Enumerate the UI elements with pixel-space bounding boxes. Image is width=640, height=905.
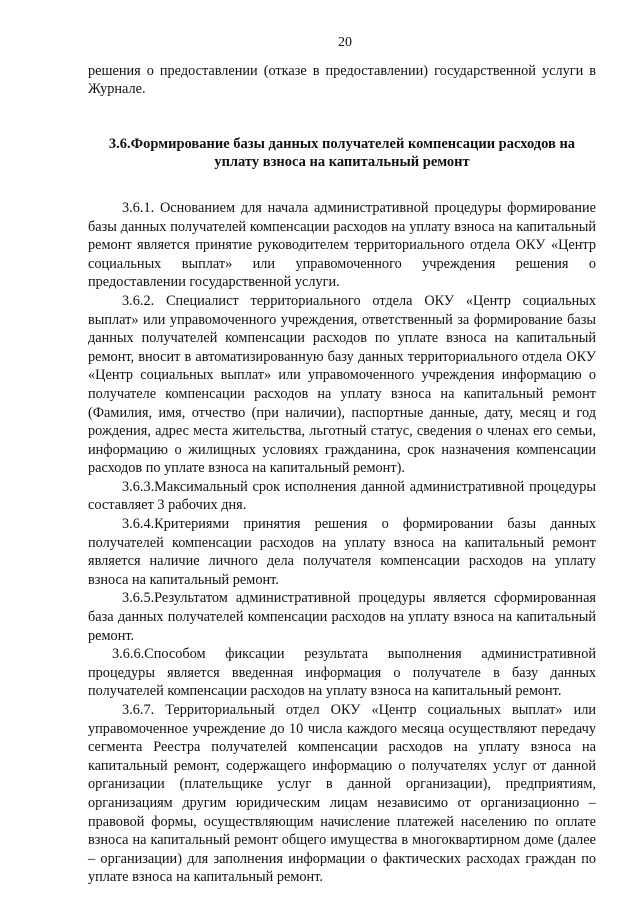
paragraph-3-6-6: 3.6.6.Способом фиксации результата выполнения административной процедуры является введенная информация о получателе в базу данных получателей компенсации расходов на уплату взноса на капитальный ремонт. — [88, 646, 596, 700]
paragraph-3-6-7: 3.6.7. Территориальный отдел ОКУ «Центр социальных выплат» или управомоченное учреждение до 10 числа каждого месяца осуществляют передачу сегмента Реестра получателей компенсации расходов на уплату взноса на капитальный ремонт, содержащего информацию о получателях услуг от данной организации (плательщике услуг в данной организации), предприятиям, организациям другим юридическим лицам независимо от организационно – правовой формы, осуществляющим начисление платежей населению по оплате взноса на капитальный ремонт общего имущества в многоквартирном доме (далее – организации) для заполнения информации о фактических расходах граждан по уплате взноса на капитальный ремонт. — [88, 702, 596, 886]
document-page — [88, 34, 596, 887]
paragraph-3-6-5: 3.6.5.Результатом административной процедуры является сформированная база данных получателей компенсации расходов на уплату взноса на капитальный ремонт. — [88, 590, 596, 644]
page-number: 20 — [338, 35, 352, 50]
paragraph-3-6-3: 3.6.3.Максимальный срок исполнения данной административной процедуры составляет 3 рабочих дня. — [88, 478, 596, 514]
paragraph-3-6-2: 3.6.2. Специалист территориального отдела ОКУ «Центр социальных выплат» или управомоченного учреждения, ответственный за формирование базы данных получателей компенсации расходов по уплате взноса на капитальный ремонт, вносит в автоматизированную базу данных территориального отдела ОКУ «Центр социальных выплат» или управомоченного учреждения информацию о получателе компенсации расходов на уплату взноса на капитальный ремонт (Фамилия, имя, отчество (при наличии), паспортные данные, дату, месяц и год рождения, адрес места жительства, льготный статус, сведения о членах его семьи, информацию о жилищных условиях гражданина, срок назначения компенсации расходов по уплате взноса на капитальный ремонт). — [88, 292, 596, 477]
paragraph-3-6-4: 3.6.4.Критериями принятия решения о формировании базы данных получателей компенсации расходов на уплату взноса на капитальный ремонт является наличие личного дела получателя компенсации расходов на уплату взноса на капитальный ремонт. — [88, 516, 596, 588]
section-heading: 3.6.Формирование базы данных получателей компенсации расходов на уплату взноса на капитальный ремонт — [108, 135, 576, 171]
intro-paragraph: решения о предоставлении (отказе в предоставлении) государственной услуги в Журнале. — [88, 62, 596, 98]
paragraph-3-6-1: 3.6.1. Основанием для начала административной процедуры формирование базы данных получателей компенсации расходов на уплату взноса на капитальный ремонт является принятие руководителем территориального отдела ОКУ «Центр социальных выплат» или управомоченного учреждения решения о предоставлении государственной услуги. — [88, 199, 596, 291]
